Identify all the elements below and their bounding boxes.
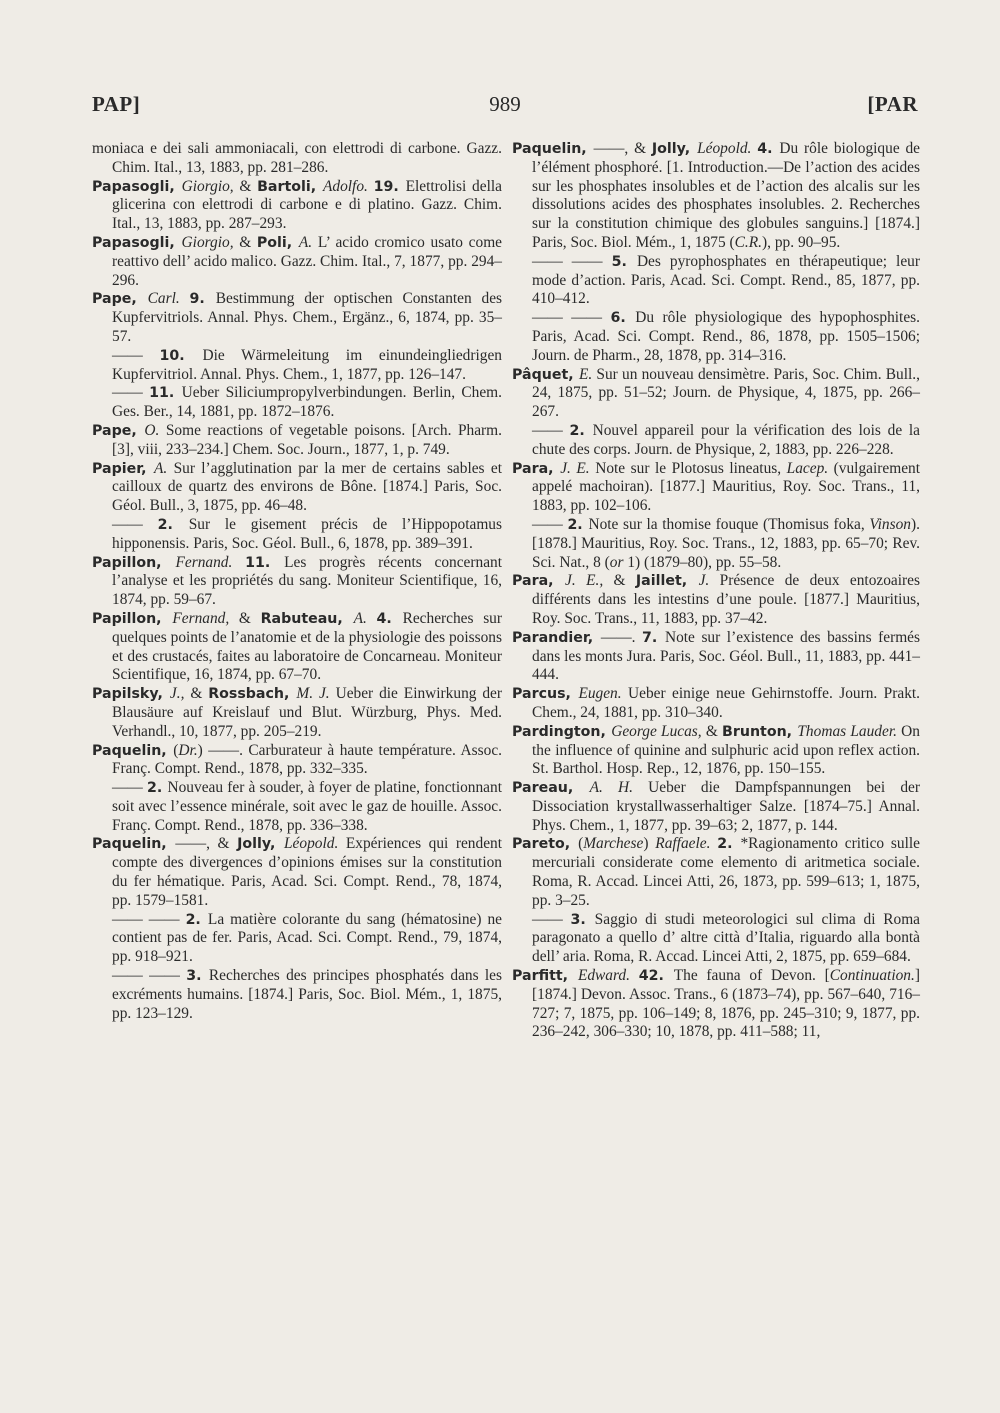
italic-run: Giorgio, bbox=[181, 177, 240, 195]
text-run: Nouveau fer à souder, à foyer de platine, fonctionnant soit avec l’essence minérale, soit avec le gaz de houille. Assoc. Franç. Compt. Rend., 1878, pp. 336–338. bbox=[112, 779, 502, 834]
italic-run: A. bbox=[298, 233, 318, 251]
bold-run: 19. bbox=[373, 178, 406, 195]
bibliography-entry bbox=[92, 554, 502, 610]
bold-run: 5. bbox=[611, 253, 637, 270]
bold-run: Pâquet, bbox=[512, 366, 579, 383]
bibliography-entry bbox=[512, 140, 920, 253]
text-run: —— bbox=[112, 779, 147, 797]
bold-run: Para, bbox=[512, 460, 561, 477]
bold-run: Parandier, bbox=[512, 629, 601, 646]
text-run: Elettrolisi della glicerina con elettrodi di carbone e di platino. Gazz. Chim. Ital., 13, 1883, pp. 287–293. bbox=[112, 177, 502, 233]
text-run: Nouvel appareil pour la vérification des lois de la chute des corps. Journ. de Physique, 2, 1883, pp. 226–228. bbox=[532, 421, 920, 458]
sub-entry bbox=[512, 516, 920, 572]
bold-run: Parcus, bbox=[512, 686, 579, 703]
text-run: & bbox=[238, 609, 261, 627]
text-run: Les progrès récents concernant l’analyse et les propriétés du sang. Moniteur Scientifique, 16, 1874, pp. 59–67. bbox=[112, 553, 503, 609]
sub-entry bbox=[512, 309, 920, 365]
text-run: Recherches des principes phosphatés dans les excréments humains. [1874.] Paris, Soc. Biol. Mém., 1, 1875, pp. 123–129. bbox=[112, 967, 503, 1022]
text-run: Ueber die Dampfspannungen bei der Dissociation krystallwasserhaltiger Salze. [1874–75.] Annal. Phys. Chem., 1, 1877, pp. 39–63; 2, 1877, p. 144. bbox=[532, 779, 920, 834]
bold-run: 4. bbox=[376, 610, 403, 627]
text-run: ). [1878.] Mauritius, Roy. Soc. Trans., 12, 1883, pp. 65–70; Rev. Sci. Nat., 8 ( bbox=[532, 515, 920, 571]
bibliography-entry bbox=[512, 779, 920, 835]
text-run: The fauna of Devon. [ bbox=[673, 967, 830, 985]
bold-run: 3. bbox=[570, 911, 595, 928]
text-run: Saggio di studi meteorologici sul clima di Roma paragonato a quello d’ altre città d’Italia, riguardo alla bontà dell’ aria. Roma, R. Accad. Lincei Atti, 2, 1875, pp. 659–684. bbox=[532, 910, 920, 966]
text-run: —— bbox=[112, 384, 150, 402]
text-run: & bbox=[239, 177, 258, 195]
bold-run: Rabuteau, bbox=[260, 610, 354, 627]
bold-run: Papillon, bbox=[92, 610, 173, 627]
text-run: & bbox=[705, 722, 723, 740]
text-run: & bbox=[190, 685, 209, 703]
bold-run: Rossbach, bbox=[208, 686, 297, 703]
text-run: Des pyrophosphates en thérapeutique; leur mode d’action. Paris, Acad. Sci. Compt. Rend., 85, 1877, pp. 410–412. bbox=[532, 252, 920, 308]
bold-run: 6. bbox=[610, 310, 636, 327]
bibliography-entry bbox=[512, 723, 920, 779]
text-run: —— bbox=[532, 910, 571, 928]
text-run: Du rôle biologique de l’élément phosphoré. [1. Introduction.—De l’action des acides sur les phosphates insolubles et de l’action des alcalis sur les dissolutions acides des phosphates insolubles. 2. Recherches sur la constitution chimique des globules sanguins.] [1874.] Paris, Soc. Biol. Mém., 1, 1875 ( bbox=[532, 140, 921, 251]
bibliography-entry bbox=[92, 178, 502, 234]
bold-run: 2. bbox=[567, 516, 589, 533]
page-number: 989 bbox=[489, 92, 521, 116]
text-run: ——, & bbox=[175, 835, 238, 853]
left-column bbox=[92, 140, 502, 1023]
text-run: Note sur le Plotosus lineatus, bbox=[595, 459, 787, 477]
text-run: & bbox=[613, 572, 636, 590]
italic-run: Lacep. bbox=[786, 459, 829, 477]
bold-run: 42. bbox=[638, 968, 674, 985]
right-column bbox=[512, 140, 920, 1042]
bold-run: Papasogli, bbox=[92, 234, 182, 251]
text-run: Présence de deux entozoaires différents dans les intestins d’une poule. [1877.] Mauritius, Roy. Soc. Trans., 11, 1883, pp. 37–42. bbox=[532, 572, 920, 627]
text-run: —— —— bbox=[112, 967, 187, 985]
bold-run: Pareau, bbox=[512, 780, 590, 797]
italic-run: E. bbox=[578, 365, 597, 383]
text-run: *Ragionamento critico sulle mercuriali considerate come elemento di aritmetica sociale. Roma, R. Accad. Lincei Atti, 26, 1873, pp. 599–613; 1, 1875, pp. 3–25. bbox=[532, 835, 920, 909]
bibliography-entry bbox=[92, 610, 502, 685]
bold-run: Paquelin, bbox=[92, 836, 176, 853]
text-run: Du rôle physiologique des hypophosphites. Paris, Acad. Sci. Compt. Rend., 86, 1878, pp. 1505–1506; Journ. de Pharm., 28, 1878, pp. 314–316. bbox=[532, 309, 921, 364]
italic-run: Thomas Lauder. bbox=[797, 722, 902, 740]
bold-run: 2. bbox=[146, 780, 168, 797]
text-run: moniaca e dei sali ammoniacali, con elettrodi di carbone. Gazz. Chim. Ital., 13, 1883, pp. 281–286. bbox=[92, 140, 502, 176]
text-run: La matière colorante du sang (hématosine) ne contient pas de fer. Paris, Acad. Sci. Compt. Rend., 79, 1874, pp. 918–921. bbox=[112, 910, 503, 966]
bold-run: Poli, bbox=[256, 234, 299, 251]
bold-run: 2. bbox=[717, 836, 741, 853]
bold-run: Papasogli, bbox=[92, 178, 182, 195]
text-run: —— bbox=[532, 421, 570, 439]
italic-run: Marchese bbox=[583, 835, 644, 853]
italic-run: Adolfo. bbox=[322, 177, 374, 195]
text-run: Bestimmung der optischen Constanten des Kupfervitriols. Annal. Phys. Chem., Ergänz., 6, 1874, pp. 35–57. bbox=[112, 290, 503, 345]
bold-run: 10. bbox=[159, 347, 203, 364]
bibliography-entry bbox=[512, 366, 920, 422]
text-run: (vulgairement appelé machoiran). [1877.] Mauritius, Roy. Soc. Trans., 11, 1883, pp. 102–106. bbox=[532, 459, 920, 515]
bold-run: 2. bbox=[569, 422, 593, 439]
running-head-right: [PAR bbox=[867, 92, 918, 116]
text-run: —— bbox=[532, 515, 568, 533]
text-run: ——. bbox=[600, 628, 643, 646]
bold-run: 7. bbox=[642, 629, 665, 646]
text-run: ) bbox=[643, 835, 656, 853]
bold-run: Bartoli, bbox=[257, 178, 323, 195]
italic-run: C.R. bbox=[734, 233, 763, 251]
text-run: —— —— bbox=[532, 252, 612, 270]
italic-run: A. bbox=[153, 459, 174, 477]
text-run: Note sur la thomise fouque (Thomisus foka, bbox=[588, 515, 870, 533]
sub-entry bbox=[512, 253, 920, 309]
sub-entry bbox=[92, 911, 502, 967]
bibliography-entry bbox=[92, 742, 502, 780]
text-run: Sur l’agglutination par la mer de certains sables et cailloux de quartz des environs de Bône. [1874.] Paris, Soc. Géol. Bull., 3, 1875, pp. 46–48. bbox=[112, 459, 502, 515]
italic-run: or bbox=[609, 553, 624, 571]
italic-run: A. bbox=[353, 609, 377, 627]
italic-run: Giorgio, bbox=[181, 233, 240, 251]
bold-run: Pape, bbox=[92, 422, 145, 439]
italic-run: Léopold. bbox=[697, 140, 758, 157]
page-header bbox=[92, 92, 918, 122]
italic-run: Edward. bbox=[577, 967, 639, 985]
sub-entry bbox=[92, 384, 502, 422]
italic-run: Léopold. bbox=[284, 835, 346, 853]
bold-run: Jolly, bbox=[237, 836, 284, 853]
bold-run: 11. bbox=[149, 385, 182, 402]
bold-run: 3. bbox=[186, 968, 209, 985]
continued-entry bbox=[92, 140, 502, 178]
sub-entry bbox=[92, 967, 502, 1023]
text-run: Ueber einige neue Gehirnstoffe. Journ. Prakt. Chem., 24, 1881, pp. 310–340. bbox=[532, 685, 921, 721]
bold-run: Parfitt, bbox=[512, 968, 578, 985]
text-run: ——, & bbox=[593, 140, 652, 157]
italic-run: Fernand. bbox=[175, 553, 246, 571]
text-run: Note sur l’existence des bassins fermés dans les monts Jura. Paris, Soc. Géol. Bull., 11, 1883, pp. 441–444. bbox=[532, 628, 920, 684]
italic-run: George Lucas, bbox=[611, 722, 706, 740]
italic-run: J. E., bbox=[565, 572, 614, 590]
italic-run: O. bbox=[144, 421, 166, 439]
italic-run: A. H. bbox=[589, 779, 649, 797]
italic-run: Continuation. bbox=[829, 967, 915, 985]
italic-run: M. J. bbox=[296, 685, 336, 703]
bold-run: 2. bbox=[157, 516, 189, 533]
italic-run: Vinson bbox=[869, 515, 912, 533]
text-run: ), pp. 90–95. bbox=[762, 233, 841, 251]
bibliography-entry bbox=[92, 460, 502, 516]
bold-run: 2. bbox=[185, 911, 208, 928]
bibliography-entry bbox=[92, 290, 502, 346]
bibliography-entry bbox=[512, 967, 920, 1042]
bold-run: Paquelin, bbox=[92, 742, 174, 759]
bold-run: Paquelin, bbox=[512, 141, 594, 157]
bold-run: Papier, bbox=[92, 460, 154, 477]
italic-run: J. E. bbox=[560, 459, 596, 477]
text-run: Recherches sur quelques points de l’anatomie et de la physiologie des poissons et des crustacés, faites au laboratoire de Concarneau. Moniteur Scientifique, 16, 1874, pp. 67–70. bbox=[112, 609, 503, 684]
text-run: Ueber die Einwirkung der Blausäure auf Kreislauf und Blut. Würzburg, Phys. Med. Verhandl., 10, 1877, pp. 205–219. bbox=[112, 685, 503, 740]
text-run: —— —— bbox=[112, 910, 186, 928]
bibliography-entry bbox=[512, 685, 920, 723]
bold-run: 11. bbox=[245, 554, 285, 571]
italic-run: Dr. bbox=[178, 741, 198, 759]
running-head-left: PAP] bbox=[92, 92, 141, 116]
text-run: Expériences qui rendent compte des divergences d’opinions émises sur la constitution du fer hématique. Paris, Acad. Sci. Compt. Rend., 78, 1874, pp. 1579–1581. bbox=[112, 835, 502, 909]
bold-run: Jaillet, bbox=[635, 573, 699, 590]
bold-run: 9. bbox=[189, 291, 216, 308]
bibliography-entry bbox=[92, 835, 502, 910]
italic-run: J., bbox=[169, 685, 191, 703]
bold-run: Para, bbox=[512, 573, 566, 590]
sub-entry bbox=[92, 516, 502, 554]
text-run: Sur le gisement précis de l’Hippopotamus hipponensis. Paris, Soc. Géol. Bull., 6, 1878, pp. 389–391. bbox=[112, 515, 502, 552]
sub-entry bbox=[512, 422, 920, 460]
italic-run: Raffaele. bbox=[655, 835, 718, 853]
italic-run: J. bbox=[698, 572, 720, 590]
italic-run: Eugen. bbox=[578, 685, 629, 703]
sub-entry bbox=[92, 347, 502, 385]
italic-run: Fernand, bbox=[172, 609, 239, 627]
text-run: —— —— bbox=[532, 309, 611, 327]
text-run: —— bbox=[112, 346, 160, 364]
bibliography-entry bbox=[512, 629, 920, 685]
text-run: Sur un nouveau densimètre. Paris, Soc. Chim. Bull., 24, 1875, pp. 51–52; Journ. de Physique, 4, 1875, pp. 266–267. bbox=[532, 365, 920, 421]
bibliography-entry bbox=[512, 572, 920, 628]
text-run: On the influence of quinine and sulphuric acid upon reflex action. St. Barthol. Hosp. Rep., 12, 1876, pp. 150–155. bbox=[532, 722, 920, 778]
bibliography-entry bbox=[512, 460, 920, 516]
text-run: ) ——. Carburateur à haute température. Assoc. Franç. Compt. Rend., 1878, pp. 332–335. bbox=[112, 741, 503, 778]
sub-entry bbox=[512, 911, 920, 967]
text-run: L’ acido cromico usato come reattivo dell’ acido malico. Gazz. Chim. Ital., 7, 1877, pp. 294–296. bbox=[112, 233, 502, 289]
bold-run: Papillon, bbox=[92, 554, 176, 571]
bold-run: Papilsky, bbox=[92, 686, 170, 703]
bold-run: Jolly, bbox=[651, 141, 698, 157]
text-run: Some reactions of vegetable poisons. [Arch. Pharm. [3], viii, 233–234.] Chem. Soc. Journ., 1877, 1, p. 749. bbox=[112, 421, 502, 458]
bibliography-entry bbox=[92, 685, 502, 741]
bibliography-entry bbox=[512, 835, 920, 910]
text-run: 1) (1879–80), pp. 55–58. bbox=[623, 553, 782, 571]
text-run: & bbox=[239, 233, 257, 251]
text-run: Die Wärmeleitung im einundeingliedrigen Kupfervitriol. Annal. Phys. Chem., 1, 1877, pp. 126–147. bbox=[112, 346, 502, 383]
bibliography-entry bbox=[92, 234, 502, 290]
italic-run: Carl. bbox=[147, 290, 190, 308]
sub-entry bbox=[92, 779, 502, 835]
text-run: —— bbox=[112, 515, 158, 533]
text-run: ( bbox=[173, 741, 179, 759]
bold-run: Pardington, bbox=[512, 723, 612, 740]
bold-run: 4. bbox=[757, 141, 780, 157]
bold-run: Pape, bbox=[92, 291, 148, 308]
text-run: ] [1874.] Devon. Assoc. Trans., 6 (1873–74), pp. 567–640, 716–727; 7, 1875, pp. 106–149; 8, 1876, pp. 245–310; 9, 1877, pp. 236–242, 306–330; 10, 1878, pp. 411–588; 11, bbox=[532, 967, 920, 1041]
bold-run: Pareto, bbox=[512, 836, 579, 853]
text-run: ( bbox=[578, 835, 584, 853]
text-run: Ueber Siliciumpropylverbindungen. Berlin, Chem. Ges. Ber., 14, 1881, pp. 1872–1876. bbox=[112, 384, 502, 421]
bold-run: Brunton, bbox=[722, 723, 798, 740]
bibliography-entry bbox=[92, 422, 502, 460]
